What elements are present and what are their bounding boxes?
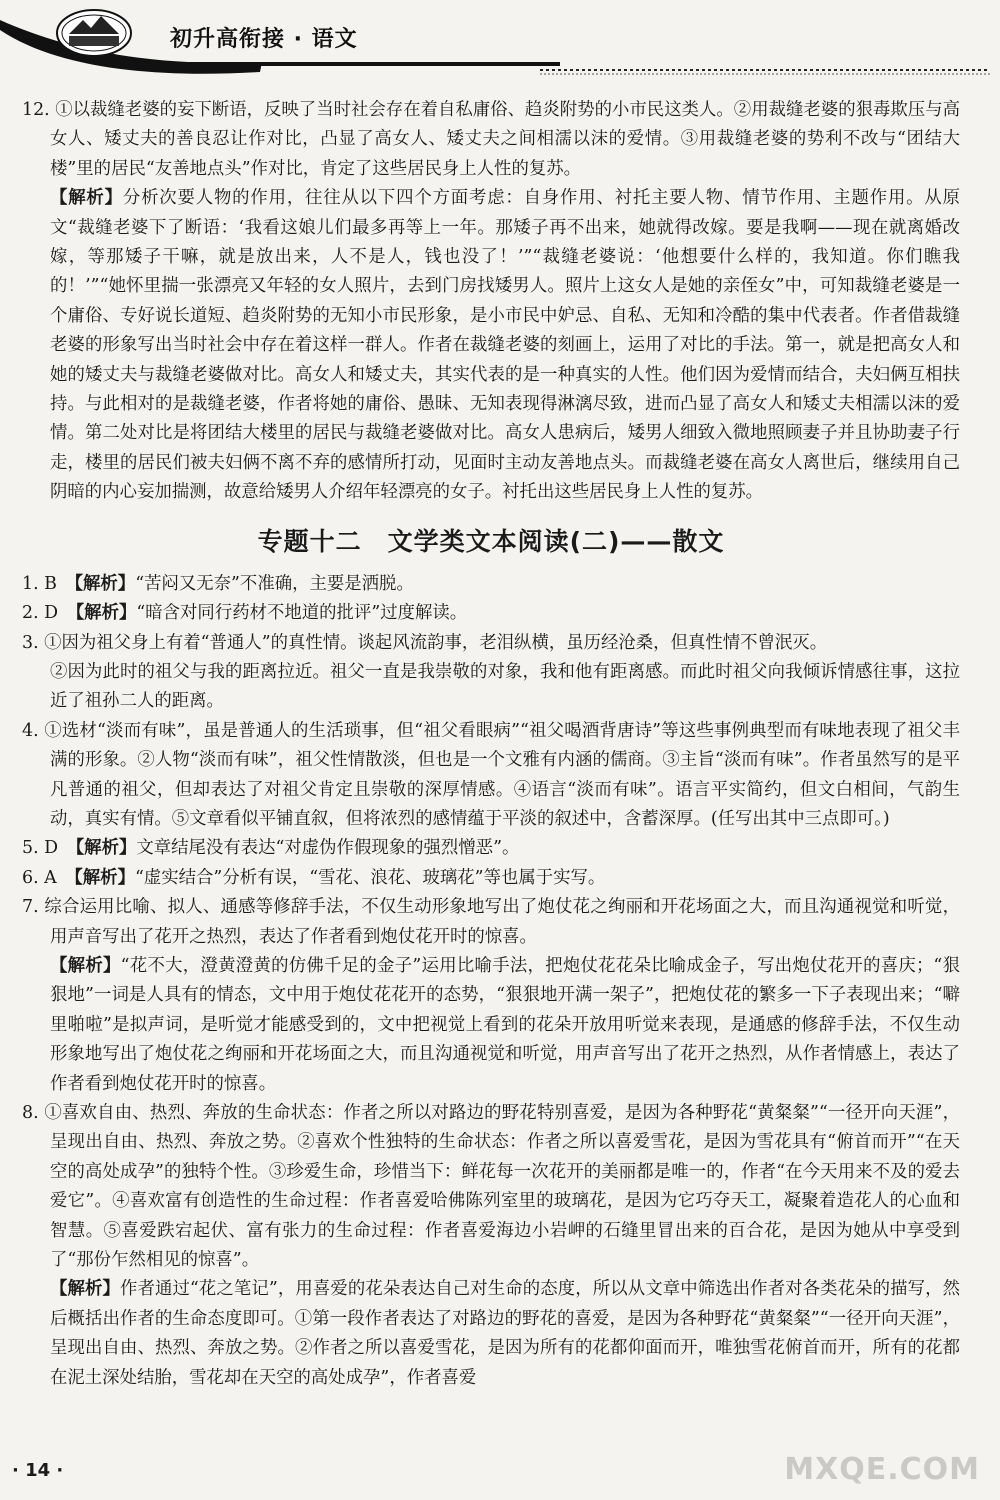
analysis-tag: 【解析】 (74, 867, 135, 888)
analysis-tag: 【解析】 (50, 1279, 120, 1300)
q2-num: 2. D (22, 603, 59, 624)
q8-analysis-text: 作者通过“花之笔记”，用喜爱的花朵表达自己对生命的态度，所以从文章中筛选出作者对各类花朵的描写，然后概括出作者的生命态度即可。①第一段作者表达了对路边的野花的喜爱，是因为各种野花“黄粲粲”“一径开向天涯”，呈现出自由、热烈、奔放之势。②作者之所以喜爱雪花，是因为所有的花都仰面而开，唯独雪花俯首而开，所有的花都在泥土深处结胎，雪花却在天空的高处成孕”，作者喜爱 (50, 1279, 960, 1388)
section-title: 专题十二 文学类文本阅读(二)——散文 (257, 526, 725, 556)
book-title: 初升高衔接 · 语文 (170, 27, 358, 52)
q12-analysis-text: 分析次要人物的作用，往往从以下四个方面考虑：自身作用、衬托主要人物、情节作用、主题作用。从原文“裁缝老婆下了断语：‘我看这娘儿们最多再等上一年。那矮子再不出来，她就得改嫁。要是我啊——现在就离婚改嫁，等那矮子干嘛，就是放出来，人不是人，钱也没了！’”“裁缝老婆说：‘他想要什么样的，我知道。你们瞧我的！’”“她怀里揣一张漂亮又年轻的女人照片，去到门房找矮男人。照片上这女人是她的亲侄女”中，可知裁缝老婆是一个庸俗、专好说长道短、趋炎附势的无知小市民形象，是小市民中妒忌、自私、无知和冷酷的集中代表者。作者借裁缝老婆的形象写出当时社会中存在着这样一群人。作者在裁缝老婆的刻画上，运用了对比的手法。第一，就是把高女人和她的矮丈夫与裁缝老婆做对比。高女人和矮丈夫，其实代表的是一种真实的人性。他们因为爱情而结合，夫妇俩互相扶持。与此相对的是裁缝老婆，作者将她的庸俗、愚昧、无知表现得淋漓尽致，进而凸显了高女人和矮丈夫相濡以沫的爱情。第二处对比是将团结大楼里的居民与裁缝老婆做对比。高女人患病后，矮男人细致入微地照顾妻子并且协助妻子行走，楼里的居民们被夫妇俩不离不弃的感情所打动，见面时主动友善地点头。而裁缝老婆在高女人离世后，继续用自己阴暗的内心妄加揣测，故意给矮男人介绍年轻漂亮的女子。衬托出这些居民身上人性的复苏。 (50, 188, 960, 503)
q1-num: 1. B (22, 573, 57, 594)
q3-answer: 3. ①因为祖父身上有着“普通人”的真性情。谈起风流韵事，老泪纵横，虽历经沧桑，但真性情不曾泯灭。 (22, 632, 828, 653)
q2-answer (22, 599, 960, 628)
q2-text: “暗含对同行药材不地道的批评”过度解读。 (136, 603, 468, 624)
q6-num: 6. A (22, 867, 57, 888)
q12-answer: 12. ①以裁缝老婆的妄下断语，反映了当时社会存在着自私庸俗、趋炎附势的小市民这类人。②用裁缝老婆的狠毒欺压与高女人、矮丈夫的善良忍让作对比，凸显了高女人、矮丈夫之间相濡以沫的爱情。③用裁缝老婆的势利不改与“团结大楼”里的居民“友善地点头”作对比，肯定了这些居民身上人性的复苏。 (22, 100, 960, 179)
q7-analysis-text: “花不大，澄黄澄黄的仿佛千足的金子”运用比喻手法，把炮仗花花朵比喻成金子，写出炮仗花开的喜庆；“狠狠地”一词是人具有的情态，文中用于炮仗花花开的态势，“狠狠地开满一架子”，把炮仗花的繁多一下子表现出来；“噼里啪啦”是拟声词，是听觉才能感受到的，文中把视觉上看到的花朵开放用听觉来表现，是通感的修辞手法，不仅生动形象地写出了炮仗花之绚丽和开花场面之大，而且沟通视觉和听觉，用声音写出了花开之热烈，从作者情感上，表达了作者看到炮仗花开时的惊喜。 (50, 955, 960, 1094)
q5-text: 文章结尾没有表达“对虚伪作假现象的强烈憎恶”。 (136, 838, 520, 859)
q8-analysis (22, 1275, 960, 1393)
q4-answer: 4. ①选材“淡而有味”，虽是普通人的生活琐事，但“祖父看眼病”“祖父喝酒背唐诗”等这些事例典型而有味地表现了祖父丰满的形象。②人物“淡而有味”，祖父性情散淡，但也是一个文雅有内涵的儒商。③主旨“淡而有味”。作者虽然写的是平凡普通的祖父，但却表达了对祖父肯定且崇敬的深厚情感。④语言“淡而有味”。语言平实简约，但文白相间，气韵生动，真实有情。⑤文章看似平铺直叙，但将浓烈的感情蕴于平淡的叙述中，含蓄深厚。(任写出其中三点即可。) (22, 720, 960, 829)
q7-answer: 7. 综合运用比喻、拟人、通感等修辞手法，不仅生动形象地写出了炮仗花之绚丽和开花场面之大，而且沟通视觉和听觉，用声音写出了花开之热烈，表达了作者看到炮仗花开时的惊喜。 (22, 897, 960, 947)
q1-text: “苦闷又无奈”不准确，主要是洒脱。 (135, 573, 414, 594)
q3-answer-cont: ②因为此时的祖父与我的距离拉近。祖父一直是我崇敬的对象，我和他有距离感。而此时祖父向我倾诉情感往事，这拉近了祖孙二人的距离。 (50, 661, 960, 712)
analysis-tag: 【解析】 (75, 838, 137, 859)
publisher-logo (55, 8, 133, 58)
answer-content (22, 96, 960, 1393)
q6-answer (22, 864, 960, 893)
header-swoosh (0, 0, 1000, 80)
analysis-tag: 【解析】 (74, 573, 136, 594)
page-header (0, 0, 1000, 80)
page-number: · 14 · (12, 1460, 64, 1481)
analysis-tag: 【解析】 (75, 603, 137, 624)
q1-answer (22, 570, 960, 599)
site-watermark: MXQE.COM (784, 1452, 980, 1487)
q8-answer: 8. ①喜欢自由、热烈、奔放的生命状态：作者之所以对路边的野花特别喜爱，是因为各种野花“黄粲粲”“一径开向天涯”，呈现出自由、热烈、奔放之势。②喜欢个性独特的生命状态：作者之所以喜爱雪花，是因为雪花具有“俯首而开”“在天空的高处成孕”的独特个性。③珍爱生命，珍惜当下：鲜花每一次花开的美丽都是唯一的，作者“在今天用来不及的爱去爱它”。④喜欢富有创造性的生命过程：作者喜爱哈佛陈列室里的玻璃花，是因为它巧夺天工，凝聚着造花人的心血和智慧。⑤喜爱跌宕起伏、富有张力的生命过程：作者喜爱海边小岩岬的石缝里冒出来的百合花，是因为她从中享受到了“那份乍然相见的惊喜”。 (22, 1103, 960, 1271)
q6-text: “虚实结合”分析有误，“雪花、浪花、玻璃花”等也属于实写。 (134, 867, 606, 888)
analysis-tag: 【解析】 (50, 955, 121, 976)
analysis-tag: 【解析】 (50, 188, 123, 209)
q5-answer (22, 834, 960, 863)
q7-analysis (22, 952, 960, 1099)
q12-analysis (22, 184, 960, 507)
q5-num: 5. D (22, 838, 59, 859)
